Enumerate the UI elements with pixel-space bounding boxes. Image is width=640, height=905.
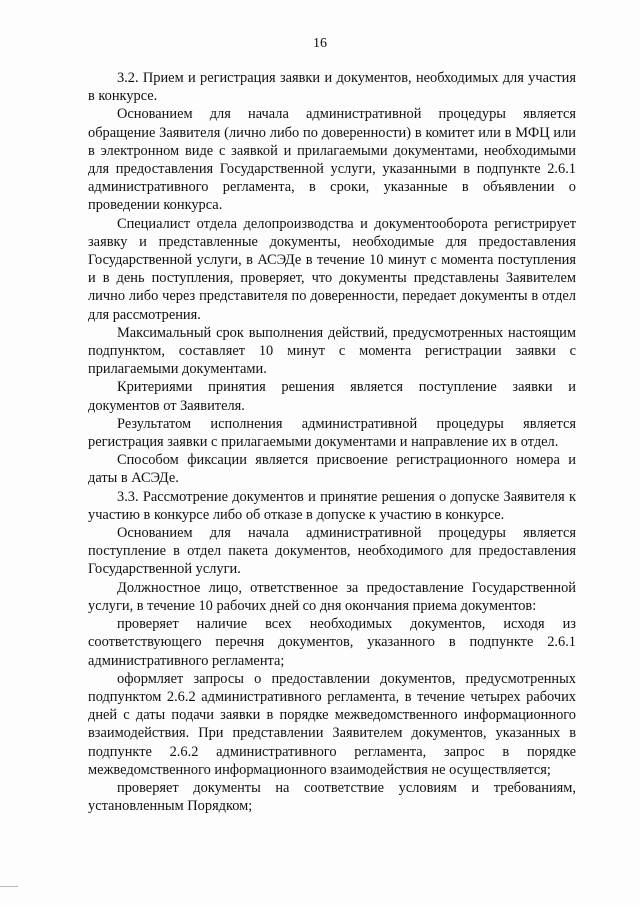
paragraph: Основанием для начала административной процедуры является поступление в отдел пакета документов, необходимого для предоставления Государственной услуги.: [88, 525, 576, 578]
paragraph: Основанием для начала административной процедуры является обращение Заявителя (лично либо по доверенности) в комитет или в МФЦ или в электронном виде с заявкой и прилагаемыми документами, необходимыми для предоставления Государственной услуги, указанными в подпункте 2.6.1 административного регламента, в сроки, указанные в объявлении о проведении конкурса.: [88, 106, 576, 214]
paragraph: Должностное лицо, ответственное за предоставление Государственной услуги, в течение 10 рабочих дней со дня окончания приема документов:: [88, 579, 576, 614]
paragraph: Критериями принятия решения является поступление заявки и документов от Заявителя.: [88, 379, 576, 414]
document-body: [88, 69, 576, 815]
list-paragraph: оформляет запросы о предоставлении документов, предусмотренных подпунктом 2.6.2 административного регламента, в течение четырех рабочих дней с даты подачи заявки в порядке межведомственного информационного взаимодействия. При представлении Заявителем документов, указанных в подпункте 2.6.2 административного регламента, запрос в порядке межведомственного информационного взаимодействия не осуществляется;: [88, 670, 576, 778]
paragraph-3-2-heading: 3.2. Прием и регистрация заявки и документов, необходимых для участия в конкурсе.: [88, 70, 576, 105]
scan-edge-mark: [0, 886, 18, 887]
paragraph: Максимальный срок выполнения действий, предусмотренных настоящим подпунктом, составляет 10 минут с момента регистрации заявки с прилагаемыми документами.: [88, 324, 576, 378]
paragraph: Способом фиксации является присвоение регистрационного номера и даты в АСЭДе.: [88, 452, 576, 487]
page-number: 16: [313, 36, 327, 51]
paragraph: Специалист отдела делопроизводства и документооборота регистрирует заявку и представленные документы, необходимые для предоставления Государственной услуги, в АСЭДе в течение 10 минут с момента поступления и в день поступления, проверяет, что документы представлены Заявителем лично либо через представителя по доверенности, передает документы в отдел для рассмотрения.: [88, 215, 576, 323]
paragraph: Результатом исполнения административной процедуры является регистрация заявки с прилагаемыми документами и направление их в отдел.: [88, 415, 576, 451]
list-paragraph: проверяет документы на соответствие условиям и требованиям, установленным Порядком;: [88, 779, 576, 815]
list-paragraph: проверяет наличие всех необходимых документов, исходя из соответствующего перечня документов, указанного в подпункте 2.6.1 административного регламента;: [88, 616, 576, 669]
paragraph-3-3-heading: 3.3. Рассмотрение документов и принятие решения о допуске Заявителя к участию в конкурсе либо об отказе в допуске к участию в конкурсе.: [88, 488, 576, 523]
